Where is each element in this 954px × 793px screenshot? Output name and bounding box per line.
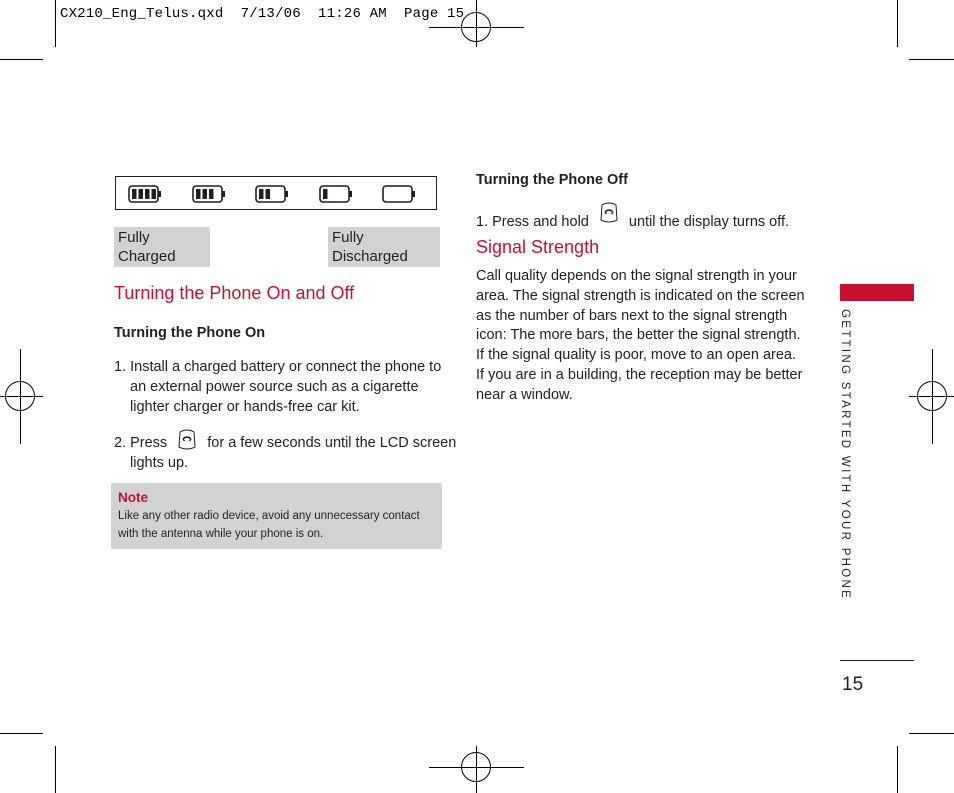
section-tab-title: GETTING STARTED WITH YOUR PHONE xyxy=(839,309,851,601)
battery-bar xyxy=(266,189,271,199)
battery-bar xyxy=(209,189,214,199)
battery-terminal xyxy=(158,191,161,197)
section-heading-signal: Signal Strength xyxy=(476,237,600,257)
battery-bar xyxy=(259,189,264,199)
end-power-key-icon xyxy=(177,429,197,451)
battery-bar xyxy=(145,189,150,199)
battery-bar xyxy=(152,189,157,199)
file-slug: CX210_Eng_Telus.qxd 7/13/06 11:26 AM Page 15 xyxy=(60,6,465,22)
note-box xyxy=(111,483,442,549)
end-power-key-icon xyxy=(599,202,619,224)
battery-bar xyxy=(139,189,144,199)
battery-half-icon xyxy=(255,185,289,203)
step-press-power xyxy=(114,429,460,473)
battery-terminal xyxy=(412,191,415,197)
battery-terminal xyxy=(285,191,288,197)
step-hold-pre: 1. Press and hold xyxy=(476,214,589,230)
battery-bar xyxy=(132,189,137,199)
page-number: 15 xyxy=(842,674,864,695)
subheading-turn-on: Turning the Phone On xyxy=(114,325,266,341)
battery-empty-icon xyxy=(382,185,416,203)
battery-full-icon xyxy=(128,185,162,203)
battery-body xyxy=(383,186,412,202)
battery-quarter-icon xyxy=(319,185,353,203)
note-body: Like any other radio device, avoid any unnecessary contact with the antenna while your phone is on. xyxy=(118,510,420,540)
subheading-turn-off: Turning the Phone Off xyxy=(476,172,628,188)
battery-levels-figure xyxy=(115,176,437,210)
step-press-pre: 2. Press xyxy=(114,435,168,451)
battery-terminal xyxy=(349,191,352,197)
page-number-rule xyxy=(840,660,914,661)
fully-discharged-label: Fully Discharged xyxy=(328,227,440,267)
battery-bar xyxy=(323,189,328,199)
battery-bar xyxy=(203,189,208,199)
step-install-battery: 1. Install a charged battery or connect the phone to an external power source such as a cigarette lighter charger or hands-free car kit. xyxy=(114,359,442,415)
note-title: Note xyxy=(118,490,148,505)
step-hold-post: until the display turns off. xyxy=(628,214,790,230)
battery-three-quarter-icon xyxy=(192,185,226,203)
battery-bar xyxy=(196,189,201,199)
fully-charged-label: Fully Charged xyxy=(114,227,210,267)
section-heading-on-off: Turning the Phone On and Off xyxy=(114,283,355,303)
step-press-post: for a few seconds until the LCD screen lights up. xyxy=(130,435,457,471)
signal-paragraph: Call quality depends on the signal strength in your area. The signal strength is indicated on the screen as the number of bars next to the signal strength icon: The more bars, the better the signal strength. If the signal quality is poor, move to an open area. If you are in a building, the reception may be better near a window. xyxy=(476,268,805,403)
battery-terminal xyxy=(222,191,225,197)
step-press-hold xyxy=(476,202,806,232)
section-tab-bar xyxy=(840,284,914,301)
